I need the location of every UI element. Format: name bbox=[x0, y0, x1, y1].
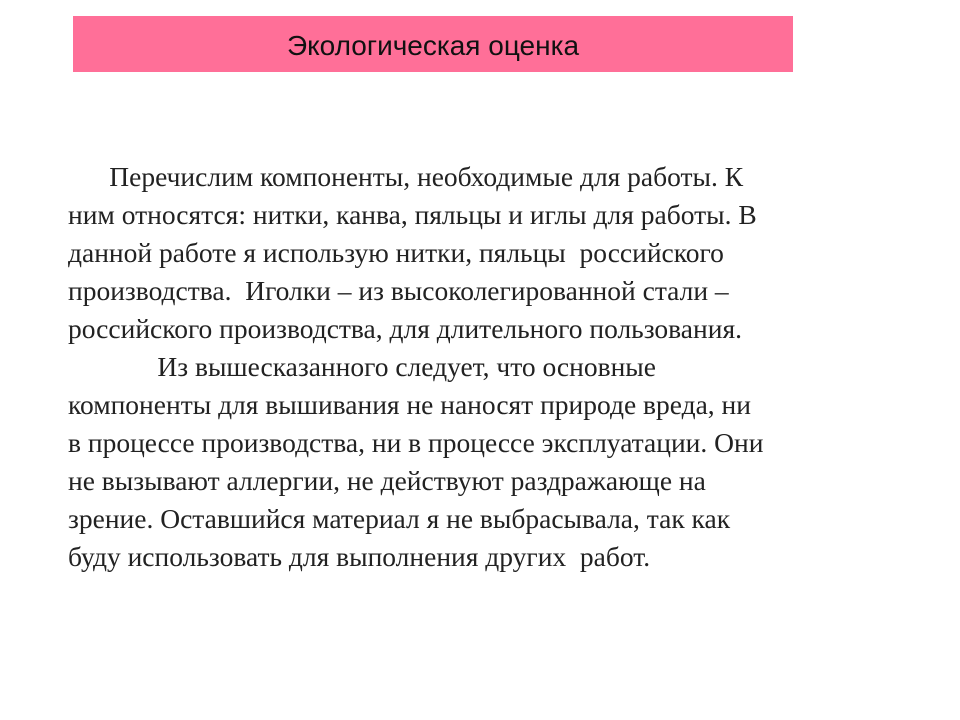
text-line: зрение. Оставшийся материал я не выбрасывала, так как bbox=[68, 503, 731, 534]
text-line: ним относятся: нитки, канва, пяльцы и иглы для работы. В bbox=[68, 199, 757, 230]
text-line: Перечислим компоненты, необходимые для работы. К bbox=[68, 161, 744, 192]
text-line: буду использовать для выполнения других работ. bbox=[68, 541, 651, 572]
text-line: не вызывают аллергии, не действуют раздражающе на bbox=[68, 465, 706, 496]
text-line: в процессе производства, ни в процессе эксплуатации. Они bbox=[68, 427, 764, 458]
text-line: Из вышесказанного следует, что основные bbox=[68, 351, 656, 382]
text-line: производства. Иголки – из высоколегированной стали – bbox=[68, 275, 729, 306]
slide-body-text bbox=[68, 158, 888, 576]
title-banner bbox=[73, 16, 793, 72]
slide-title: Экологическая оценка bbox=[286, 30, 580, 61]
text-line: данной работе я использую нитки, пяльцы российского bbox=[68, 237, 724, 268]
text-line: российского производства, для длительного пользования. bbox=[68, 313, 742, 344]
text-line: компоненты для вышивания не наносят природе вреда, ни bbox=[68, 389, 751, 420]
